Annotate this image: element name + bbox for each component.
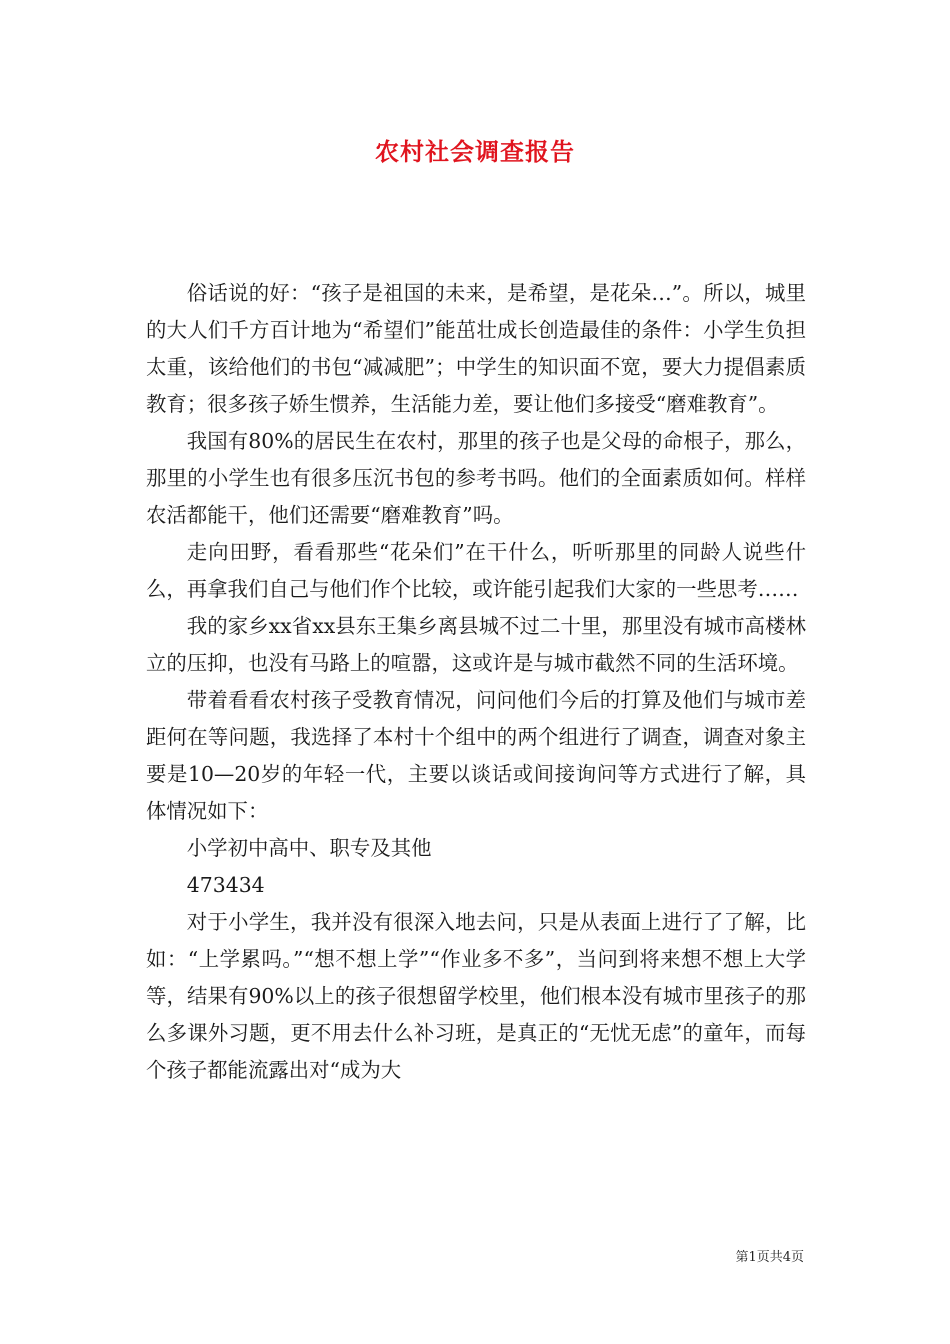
paragraph-rural-population: 我国有80%的居民生在农村，那里的孩子也是父母的命根子，那么，那里的小学生也有很多压沉书包的参考书吗。他们的全面素质如何。样样农活都能干，他们还需要“磨难教育”吗。: [146, 429, 806, 527]
paragraph-table-values: 473434: [186, 873, 265, 897]
paragraph-table-header: 小学初中高中、职专及其他: [186, 836, 432, 860]
paragraph-primary-students: 对于小学生，我并没有很深入地去问，只是从表面上进行了了解，比如：“上学累吗。”“想不想上学”“作业多不多”，当问到将来想不想上大学等，结果有90%以上的孩子很想留学校里，他们根本没有城市里孩子的那么多课外习题，更不用去什么补习班，是真正的“无忧无虑”的童年，而每个孩子都能流露出对“成为大: [146, 910, 806, 1082]
paragraph-hometown: 我的家乡xx省xx县东王集乡离县城不过二十里，那里没有城市高楼林立的压抑，也没有马路上的喧嚣，这或许是与城市截然不同的生活环境。: [146, 614, 806, 675]
paragraph-fields: 走向田野，看看那些“花朵们”在干什么，听听那里的同龄人说些什么，再拿我们自己与他们作个比较，或许能引起我们大家的一些思考……: [146, 540, 806, 601]
document-title: 农村社会调查报告: [375, 137, 575, 166]
paragraph-proverb: 俗话说的好：“孩子是祖国的未来，是希望，是花朵…”。所以，城里的大人们千方百计地为“希望们”能茁壮成长创造最佳的条件：小学生负担太重，该给他们的书包“减减肥”；中学生的知识面不宽，要大力提倡素质教育；很多孩子娇生惯养，生活能力差，要让他们多接受“磨难教育”。: [146, 281, 806, 416]
page-number: 第1页共4页: [735, 1250, 804, 1265]
paragraph-survey-method: 带着看看农村孩子受教育情况，问问他们今后的打算及他们与城市差距何在等问题，我选择了本村十个组中的两个组进行了调查，调查对象主要是10—20岁的年轻一代，主要以谈话或间接询问等方式进行了解，具体情况如下：: [146, 688, 806, 823]
document-body: [146, 275, 806, 1089]
